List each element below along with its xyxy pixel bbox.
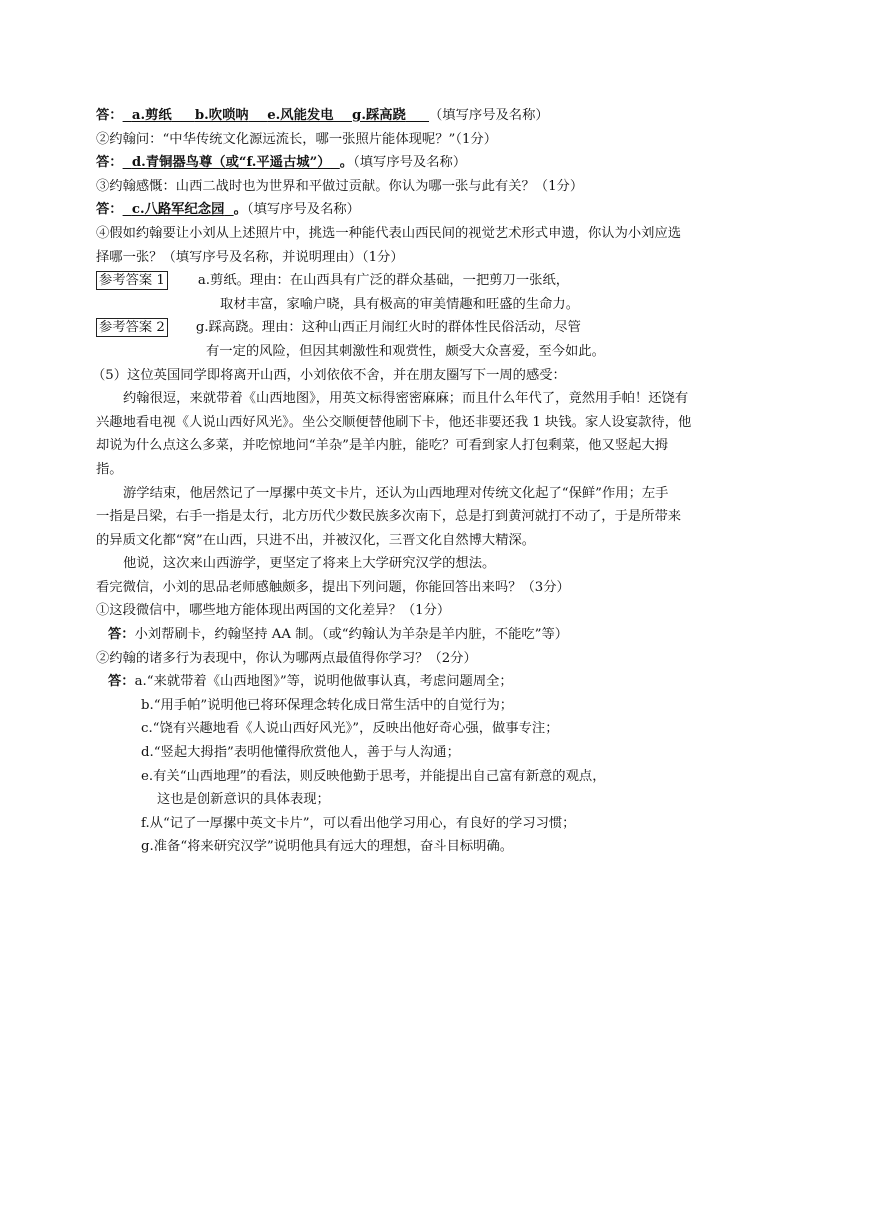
q2-period: 。: [339, 155, 354, 171]
q2-answer-label: 答：: [96, 155, 123, 171]
sub-question-1: ①这段微信中，哪些地方能体现出两国的文化差异？（1分）: [96, 603, 451, 619]
q3-answer-label: 答：: [96, 202, 123, 218]
para2-line1: 游学结束，他居然记了一厚摞中英文卡片，还认为山西地理对传统文化起了“保鲜”作用；左手: [123, 485, 669, 501]
q1-answer-item-a: a.剪纸: [131, 108, 172, 123]
sub-answer-2-g: g.准备“将来研究汉学”说明他具有远大的理想，奋斗目标明确。: [141, 839, 514, 855]
reference-answer-2-line2: 有一定的风险，但因其刺激性和观赏性，颇受大众喜爱，至今如此。: [206, 343, 605, 359]
reference-answer-1-line1: a.剪纸。理由：在山西具有广泛的群众基础，一把剪刀一张纸，: [197, 273, 570, 289]
para1-line1: 约翰很逗，来就带着《山西地图》，用英文标得密密麻麻；而且什么年代了，竟然用手帕！还饶有: [123, 391, 689, 407]
para2-line3: 的异质文化都“窝”在山西，只进不出，并被汉化，三晋文化自然博大精深。: [96, 532, 536, 548]
q1-answer-item-g: g.踩高跷: [352, 108, 406, 123]
q3-period: 。: [233, 202, 247, 218]
reference-answer-2-badge: 参考答案 2: [96, 318, 168, 337]
q4-question-line1: ④假如约翰要让小刘从上述照片中，挑选一种能代表山西民间的视觉艺术形式申遗，你认为小刘应选: [96, 225, 682, 241]
sub-answer-2-a: a.“来就带着《山西地图》”等，说明他做事认真，考虑问题周全；: [134, 674, 513, 690]
q1-hint: （填写序号及名称）: [429, 108, 549, 123]
sub-answer-2-c: c.“饶有兴趣地看《人说山西好风光》”，反映出他好奇心强，做事专注；: [141, 721, 559, 737]
para2-line2: 一指是吕梁，右手一指是太行，北方历代少数民族多次南下，总是打到黄河就打不动了，于是所带来: [96, 509, 682, 525]
para1-line3: 却说为什么点这么多菜，并吃惊地问“羊杂”是羊内脏，能吃？可看到家人打包剩菜，他又竖起大拇: [96, 438, 669, 454]
para1-line4: 指。: [96, 461, 123, 477]
q3-hint: （填写序号及名称）: [246, 202, 360, 218]
sub-answer-2-line-a: [96, 670, 776, 694]
reference-answer-1-line2: 取材丰富，家喻户晓，具有极高的审美情趣和旺盛的生命力。: [220, 296, 580, 312]
q4-question-line2: 择哪一张？（填写序号及名称，并说明理由）（1分）: [96, 249, 404, 265]
q2-answer-line: [96, 151, 776, 175]
sub-answer-2-d: d.“竖起大拇指”表明他懂得欣赏他人，善于与人沟通；: [141, 745, 460, 761]
reference-answer-2-row: [96, 316, 776, 340]
q1-answer-line: [96, 104, 776, 128]
sub-answer-2-e-line2: 这也是创新意识的具体表现；: [157, 792, 330, 808]
q3-answer-line: [96, 198, 776, 222]
q3-answer: c.八路军纪念园: [131, 202, 225, 218]
sub-answer-1: 小刘帮刷卡，约翰坚持 AA 制。（或“约翰认为羊杂是羊内脏，不能吃”等）: [134, 627, 569, 643]
sub-answer-1-line: [96, 623, 776, 647]
sub-answer-2-f: f.从“记了一厚摞中英文卡片”，可以看出他学习用心，有良好的学习习惯；: [141, 815, 576, 831]
q2-question: ②约翰问：“中华传统文化源远流长，哪一张照片能体现呢？”（1分）: [96, 131, 498, 147]
q3-question: ③约翰感慨：山西二战时也为世界和平做过贡献。你认为哪一张与此有关？（1分）: [96, 178, 584, 194]
para1-line2: 兴趣地看电视《人说山西好风光》。坐公交顺便替他刷下卡，他还非要还我 1 块钱。家人设宴款待，他: [96, 414, 692, 430]
q2-hint: （填写序号及名称）: [353, 155, 467, 171]
q1-answer-label: 答：: [96, 108, 123, 123]
sub-answer-2-label: 答：: [108, 674, 135, 690]
para3: 他说，这次来山西游学，更坚定了将来上大学研究汉学的想法。: [123, 556, 496, 572]
sub-answer-1-label: 答：: [108, 627, 135, 643]
reference-answer-2-line1: g.踩高跷。理由：这种山西正月闹红火时的群体性民俗活动，尽管: [195, 320, 581, 336]
section5-intro: （5）这位英国同学即将离开山西，小刘依依不舍，并在朋友圈写下一周的感受：: [92, 367, 566, 383]
reference-answer-1-badge: 参考答案 1: [96, 271, 168, 290]
teacher-prompt: 看完微信，小刘的思品老师感触颇多，提出下列问题，你能回答出来吗？（3分）: [96, 579, 570, 595]
q1-answer-item-e: e.风能发电: [267, 108, 334, 123]
sub-answer-2-b: b.“用手帕”说明他已将环保理念转化成日常生活中的自觉行为；: [141, 697, 514, 713]
q3-answer-blank: [123, 202, 234, 217]
reference-answer-1-row: [96, 269, 776, 293]
q2-answer: d.青铜器鸟尊（或“f.平遥古城”）: [131, 155, 331, 171]
q1-answer-blank: [123, 108, 429, 123]
sub-answer-2-e-line1: e.有关“山西地理”的看法，则反映他勤于思考，并能提出自己富有新意的观点，: [141, 768, 606, 784]
q1-answer-item-b: b.吹唢呐: [194, 108, 249, 123]
sub-question-2: ②约翰的诸多行为表现中，你认为哪两点最值得你学习？（2分）: [96, 650, 477, 666]
document-page: [92, 104, 776, 859]
q2-answer-blank: [123, 155, 340, 170]
